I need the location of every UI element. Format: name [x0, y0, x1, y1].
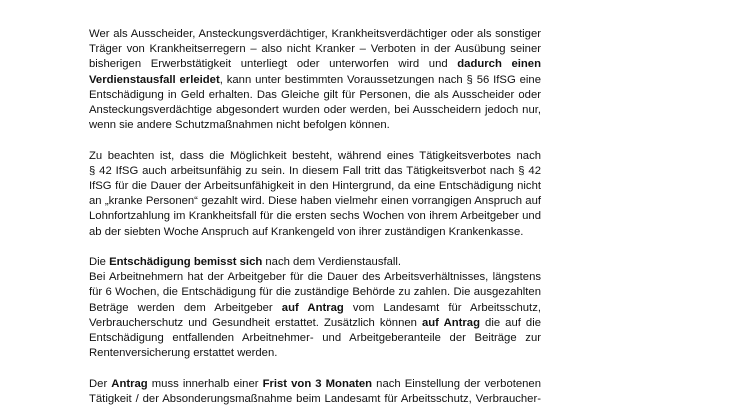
text-run: § 42 IfSG auch arbeitsunfähig zu sein. In diesem Fall tritt das Tätigkeitsverbot nach § 42 — [89, 164, 541, 177]
text-run: an „kranke Personen“ gezahlt wird. Diese haben vielmehr einen vorrangigen Anspruch auf — [89, 195, 541, 208]
text-run: Ansteckungsverdächtige abgesondert wurden oder werden, bei Ausscheidern jedoch nur, — [89, 104, 541, 117]
text-line — [89, 57, 541, 72]
bold-text-run: Entschädigung bemisst sich — [109, 256, 263, 269]
text-run: für 6 Wochen, die Entschädigung für die zuständige Behörde zu zahlen. Die ausgezahlten — [89, 286, 541, 299]
text-run: Rentenversicherung erstattet werden. — [89, 347, 278, 360]
text-line — [89, 316, 541, 331]
bold-text-run: Frist von 3 Monaten — [262, 377, 373, 390]
bold-text-run: Antrag — [111, 377, 148, 390]
text-line — [89, 27, 541, 42]
text-run: Träger von Krankheitserregern – also nicht Kranker – Verboten in der Ausübung seiner — [89, 43, 541, 56]
text-run: nach dem Verdienstausfall. — [262, 256, 402, 269]
text-line — [89, 194, 541, 209]
text-run: Verbraucherschutz und Gesundheit erstattet. Zusätzlich können — [89, 316, 422, 329]
text-run: vom Landesamt für Arbeitsschutz, — [343, 301, 541, 314]
bold-text-run: dadurch einen — [457, 58, 541, 71]
text-run: , kann unter bestimmten Voraussetzungen nach § 56 IfSG eine — [219, 73, 541, 86]
paragraph-arbeitsunfaehigkeit — [89, 149, 541, 240]
paragraph-entschaedigungshoehe — [89, 255, 541, 361]
bold-text-run: auf Antrag — [422, 316, 480, 329]
text-line — [89, 285, 541, 300]
text-run: Lohnfortzahlung im Krankheitsfall für die ersten sechs Wochen von ihrem Arbeitgeber und — [89, 210, 541, 223]
text-run: die auf die — [479, 316, 541, 329]
text-line — [89, 331, 541, 346]
text-line — [89, 301, 541, 316]
text-line — [89, 392, 541, 407]
text-run: Bei Arbeitnehmern hat der Arbeitgeber für die Dauer des Arbeitsverhältnisses, längstens — [89, 271, 541, 284]
text-line — [89, 42, 541, 57]
text-line — [89, 73, 541, 88]
paragraph-antragsfrist — [89, 377, 541, 407]
text-line — [89, 118, 541, 133]
text-run: Der — [89, 377, 112, 390]
paragraph-entschaedigungsanspruch — [89, 27, 541, 133]
bold-text-run: Verdienstausfall erleidet — [89, 73, 220, 86]
text-run: Wer als Ausscheider, Ansteckungsverdächtiger, Krankheitsverdächtiger oder als sonstiger — [89, 28, 541, 40]
text-line — [89, 179, 541, 194]
text-line — [89, 149, 541, 164]
text-run: muss innerhalb einer — [147, 377, 263, 390]
text-line — [89, 103, 541, 118]
text-line — [89, 377, 541, 392]
text-run: Entschädigung entfallenden Arbeitnehmer- und Arbeitgeberanteile der Beiträge zur — [89, 332, 541, 345]
text-run: Entschädigung in Geld erhalten. Das Gleiche gilt für Personen, die als Ausscheider oder — [89, 88, 541, 101]
text-run: Zu beachten ist, dass die Möglichkeit besteht, während eines Tätigkeitsverbotes nach — [89, 149, 541, 162]
text-run: ab der siebten Woche Anspruch auf Krankengeld von ihrer zuständigen Krankenkasse. — [89, 225, 524, 238]
text-line — [89, 209, 541, 224]
text-line — [89, 255, 541, 270]
text-run: Tätigkeit / der Absonderungsmaßnahme beim Landesamt für Arbeitsschutz, Verbraucher- — [89, 392, 541, 405]
text-line — [89, 225, 541, 240]
text-run: Beträge werden dem Arbeitgeber — [89, 301, 282, 314]
text-run: bisherigen Erwerbstätigkeit unterliegt oder unterworfen wird und — [89, 58, 458, 71]
text-line — [89, 270, 541, 285]
bold-text-run: auf Antrag — [281, 301, 344, 314]
text-run: Die — [89, 256, 110, 269]
text-run: nach Einstellung der verbotenen — [372, 377, 542, 390]
text-run: wenn sie andere Schutzmaßnahmen nicht befolgen können. — [89, 119, 390, 132]
document-body — [89, 27, 541, 407]
text-line — [89, 88, 541, 103]
text-run: IfSG für die Dauer der Arbeitsunfähigkeit in den Hintergrund, da eine Entschädigung nicht — [89, 180, 541, 193]
text-line — [89, 346, 541, 361]
text-line — [89, 164, 541, 179]
